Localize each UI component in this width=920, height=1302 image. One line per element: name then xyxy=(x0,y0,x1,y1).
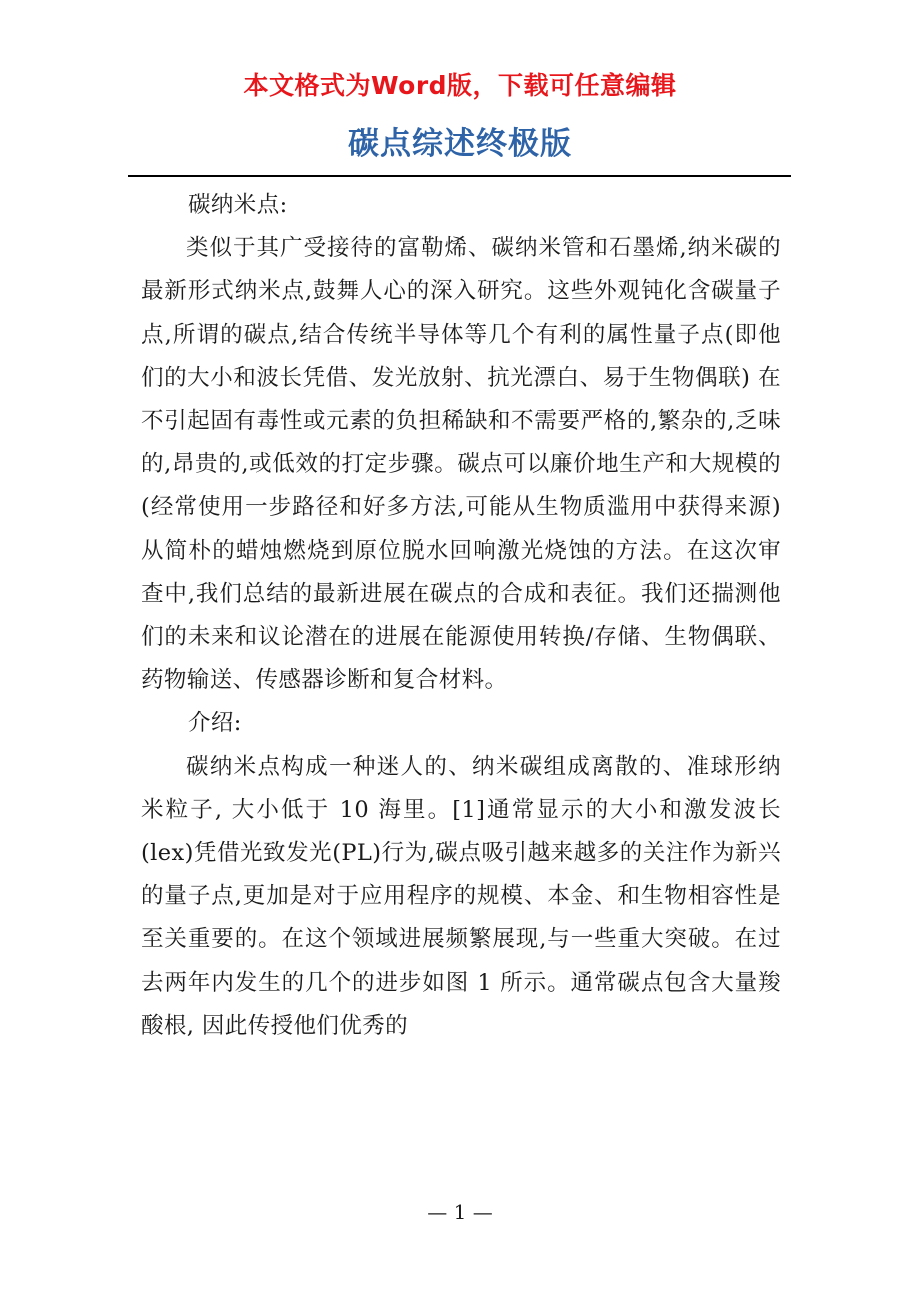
download-banner: 本文格式为Word版，下载可任意编辑 xyxy=(243,71,677,100)
header-divider xyxy=(128,175,791,177)
document-body xyxy=(141,184,781,1048)
page-number: — 1 — xyxy=(427,1200,493,1224)
abstract-paragraph: 类似于其广受接待的富勒烯、碳纳米管和石墨烯,纳米碳的最新形式纳米点,鼓舞人心的深入研究。这些外观钝化含碳量子点,所谓的碳点,结合传统半导体等几个有利的属性量子点(即他们的大小和波长凭借、发光放射、抗光漂白、易于生物偶联) 在不引起固有毒性或元素的负担稀缺和不需要严格的,繁杂的,乏味的,昂贵的,或低效的打定步骤。碳点可以廉价地生产和大规模的(经常使用一步路径和好多方法,可能从生物质滥用中获得来源)从简朴的蜡烛燃烧到原位脱水回响激光烧蚀的方法。在这次审查中,我们总结的最新进展在碳点的合成和表征。我们还揣测他们的未来和议论潜在的进展在能源使用转换/存储、生物偶联、药物输送、传感器诊断和复合材料。 xyxy=(141,235,781,694)
intro-heading: 介绍: xyxy=(188,710,242,737)
page-title: 碳点综述终极版 xyxy=(348,126,572,162)
abstract-heading: 碳纳米点: xyxy=(188,192,288,218)
intro-paragraph: 碳纳米点构成一种迷人的、纳米碳组成离散的、准球形纳米粒子, 大小低于 10 海里。[1]通常显示的大小和激发波长(lex)凭借光致发光(PL)行为,碳点吸引越来越多的关注作为新兴的量子点,更加是对于应用程序的规模、本金、和生物相容性是至关重要的。在这个领域进展频繁展现,与一些重大突破。在过去两年内发生的几个的进步如图 1 所示。通常碳点包含大量羧酸根, 因此传授他们优秀的 xyxy=(141,753,781,1039)
